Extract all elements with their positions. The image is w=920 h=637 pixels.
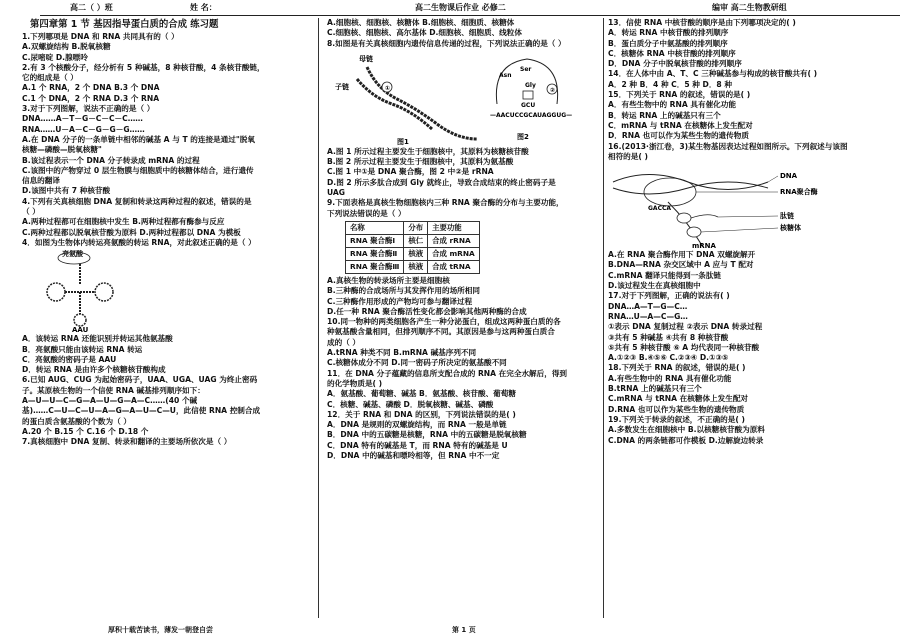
text-line: C．亮氨酸的密码子是 AAU bbox=[22, 354, 117, 364]
header-rule bbox=[40, 15, 900, 16]
question-block bbox=[608, 250, 908, 446]
text-line: 18.下列关于 RNA 的叙述，错误的是( ) bbox=[608, 363, 746, 373]
text-line: D.RNA 也可以作为某些生物的遗传物质 bbox=[608, 404, 745, 414]
text-line: A．氨基酸、葡萄糖、碱基 B．氨基酸、核苷酸、葡萄糖 bbox=[327, 389, 516, 399]
question-block bbox=[327, 276, 602, 461]
dna-label: DNA bbox=[780, 172, 798, 181]
text-line: D.任一种 RNA 聚合酶活性变化都会影响其他两种酶的合成 bbox=[327, 306, 527, 316]
text-line: D.该过程发生在真核细胞中 bbox=[608, 281, 701, 291]
text-line: C.三种酶作用形成的产物均可参与翻译过程 bbox=[327, 296, 473, 306]
text-line: C.mRNA 翻译只能得到一条肽链 bbox=[608, 270, 722, 280]
text-line: A．该转运 RNA 还能识别并转运其他氨基酸 bbox=[22, 334, 173, 344]
text-line: D.图 2 所示多肽合成到 Gly 就终止，导致合成结束的终止密码子是 bbox=[327, 177, 556, 187]
text-line: A．转运 RNA 中核苷酸的排列顺序 bbox=[608, 28, 729, 38]
text-line: 信息的翻译 bbox=[22, 176, 60, 186]
text-line: A.①②③ B.④⑤⑥ C.②③④ D.①③⑤ bbox=[608, 353, 729, 363]
ser-label: Ser bbox=[520, 65, 532, 73]
text-line: 8.如图是有关真核细胞内遗传信息传递的过程，下列说法正确的是（ ） bbox=[327, 38, 566, 48]
text-line: RNA……U－A－C－G－G－G…… bbox=[22, 124, 145, 134]
text-line: A.20 个 B.15 个 C.16 个 D.18 个 bbox=[22, 426, 149, 436]
text-line: 子。某原核生物的一个信使 RNA 碱基排列顺序如下： bbox=[22, 385, 205, 395]
text-line: A.图 1 所示过程主要发生于细胞核中，其原料为核糖核苷酸 bbox=[327, 146, 529, 156]
text-line: 4.下列有关真核细胞 DNA 复制和转录这两种过程的叙述，错误的是 bbox=[22, 196, 252, 206]
text-line: ③共有 5 种碱基 ④共有 8 种核苷酸 bbox=[608, 332, 729, 342]
text-line: A.双螺旋结构 B.脱氧核糖 bbox=[22, 42, 111, 52]
trna-anticodon-label: AAU bbox=[72, 326, 89, 335]
page-header bbox=[0, 2, 920, 16]
table-cell: 核液 bbox=[404, 260, 428, 273]
footer-slogan: 厚积十载苦读书，薄发一朝登自尝 bbox=[108, 626, 213, 634]
table-cell: RNA 聚合酶Ⅰ bbox=[346, 234, 404, 247]
text-line: 种氨基酸含量相同，但排列顺序不同。其原因是参与这两种蛋白质合 bbox=[327, 327, 555, 337]
text-line: （ ） bbox=[22, 207, 40, 217]
trna-amino-acid-label: 亮氨酸 bbox=[62, 250, 83, 259]
text-line: C.1 个 DNA，2 个 RNA D.3 个 RNA bbox=[22, 93, 160, 103]
text-line: A.在 DNA 分子的一条单链中相邻的碱基 A 与 T 的连接是通过"脱氧 bbox=[22, 134, 255, 144]
text-line: A.两种过程都可在细胞核中发生 B.两种过程都有酶参与反应 bbox=[22, 217, 225, 227]
text-line: 下列说法错误的是（ ） bbox=[327, 208, 406, 218]
text-line: A.tRNA 种类不同 B.mRNA 碱基序列不同 bbox=[327, 348, 477, 358]
text-line: 19.下列关于转录的叙述，不正确的是( ) bbox=[608, 414, 745, 424]
text-line: B.该过程表示一个 DNA 分子转录成 mRNA 的过程 bbox=[22, 155, 200, 165]
text-line: 14．在人体中由 A、T、C 三种碱基参与构成的核苷酸共有( ) bbox=[608, 69, 818, 79]
text-line: C.两种过程都以脱氧核苷酸为原料 D.两种过程都以 DNA 为模板 bbox=[22, 227, 241, 237]
figure-1-label: 图1 bbox=[397, 137, 409, 146]
gly-label: Gly bbox=[525, 81, 536, 89]
column-1 bbox=[22, 18, 312, 622]
table-cell: 合成 mRNA bbox=[428, 247, 480, 260]
name-field: 姓 名： bbox=[190, 3, 217, 12]
text-line: DNA…A—T—G—C… bbox=[608, 301, 688, 311]
text-line: RNA…U—A—C—G… bbox=[608, 311, 688, 321]
text-line: C．DNA 特有的碱基是 T，而 RNA 特有的碱基是 U bbox=[327, 440, 508, 450]
text-line: DNA……A－T－G－C－C－C…… bbox=[22, 114, 143, 124]
ribosome-label: 核糖体 bbox=[780, 224, 801, 233]
text-line: 的化学物质是( ) bbox=[327, 378, 383, 388]
question-block bbox=[22, 32, 312, 248]
text-line: C．核糖、碱基、磷酸 D．脱氧核糖、碱基、磷酸 bbox=[327, 399, 494, 409]
text-line: 4．如图为生物体内转运亮氨酸的转运 RNA，对此叙述正确的是（ ） bbox=[22, 237, 256, 247]
trna-figure bbox=[22, 248, 142, 334]
text-line: ①表示 DNA 复制过程 ②表示 DNA 转录过程 bbox=[608, 322, 763, 332]
text-line: ⑤共有 5 种核苷酸 ⑥ A 均代表同一种核苷酸 bbox=[608, 342, 760, 352]
gcu-label: GCU bbox=[521, 101, 536, 109]
text-line: C.核糖体成分不同 D.同一密码子所决定的氨基酸不同 bbox=[327, 358, 507, 368]
replication-translation-figure bbox=[327, 49, 602, 147]
text-line: 核糖—磷酸—脱氧核糖" bbox=[22, 145, 102, 155]
mrna-sequence-label: —AACUCCGCAUAGGUG— bbox=[490, 111, 573, 119]
sequence-label: GACCA bbox=[648, 205, 672, 213]
column-divider bbox=[603, 18, 604, 618]
asn-label: Asn bbox=[499, 71, 512, 79]
peptide-chain-label: 肽链 bbox=[780, 212, 794, 221]
worksheet-title: 第四章第 1 节 基因指导蛋白质的合成 练习题 bbox=[30, 19, 219, 30]
text-line: 15．下列关于 RNA 的叙述，错误的是( ) bbox=[608, 90, 751, 100]
text-line: 6.已知 AUG、CUG 为起始密码子，UAA、UGA、UAG 为终止密码 bbox=[22, 375, 258, 385]
text-line: 1.下列哪项是 DNA 和 RNA 共同具有的（ ） bbox=[22, 32, 179, 41]
text-line: A.细胞核、细胞核、核糖体 B.细胞核、细胞质、核糖体 bbox=[327, 18, 515, 27]
table-header-cell: 主要功能 bbox=[428, 221, 480, 234]
table-cell: RNA 聚合酶Ⅲ bbox=[346, 260, 404, 273]
text-line: 17.对于下列图解，正确的说法有( ) bbox=[608, 291, 730, 301]
table-cell: 核液 bbox=[404, 247, 428, 260]
text-line: B．DNA 中的五碳糖是核糖，RNA 中的五碳糖是脱氧核糖 bbox=[327, 430, 527, 440]
class-field: 高二（ ）班 bbox=[70, 3, 113, 12]
text-line: C.mRNA 与 tRNA 在核糖体上发生配对 bbox=[608, 394, 749, 404]
svg-text:②: ② bbox=[550, 86, 556, 94]
daughter-strand-label: 子链 bbox=[335, 82, 349, 91]
text-line: 成的（ ） bbox=[327, 337, 361, 347]
text-line: A.1 个 RNA，2 个 DNA B.3 个 DNA bbox=[22, 83, 160, 93]
text-line: 它的组成是（ ） bbox=[22, 73, 78, 83]
text-line: 3.对于下列图解，说法不正确的是（ ） bbox=[22, 104, 155, 114]
parent-strand-label: 母链 bbox=[359, 54, 373, 63]
text-line: A.有些生物中的 RNA 具有催化功能 bbox=[608, 373, 732, 383]
text-line: 7.真核细胞中 DNA 复制、转录和翻译的主要场所依次是（ ） bbox=[22, 437, 232, 447]
table-cell: 核仁 bbox=[404, 234, 428, 247]
text-line: B．蛋白质分子中氨基酸的排列顺序 bbox=[608, 38, 728, 48]
rna-polymerase-table bbox=[345, 221, 480, 274]
text-line: 13．信使 RNA 中核苷酸的顺序是由下列哪项决定的( ) bbox=[608, 18, 796, 27]
header-editor: 编审 高二生物教研组 bbox=[712, 3, 787, 12]
text-line: C.DNA 的两条链都可作模板 D.边解旋边转录 bbox=[608, 435, 764, 445]
figure-2-label: 图2 bbox=[517, 132, 529, 141]
table-cell: 合成 tRNA bbox=[428, 260, 480, 273]
text-line: 相符的是( ) bbox=[608, 151, 648, 161]
column-divider bbox=[318, 18, 319, 618]
text-line: B．转运 RNA 上的碱基只有三个 bbox=[608, 110, 721, 120]
table-cell: 合成 rRNA bbox=[428, 234, 480, 247]
svg-text:①: ① bbox=[385, 84, 391, 92]
text-line: C.图 1 中①是 DNA 聚合酶，图 2 中②是 rRNA bbox=[327, 167, 494, 177]
text-line: A—U—U—C—G—A—U—G—A—C……(40 个碱 bbox=[22, 396, 198, 406]
text-line: 10.同一物种的两类细胞各产生一种分泌蛋白，组成这两种蛋白质的各 bbox=[327, 317, 561, 327]
text-line: D.该图中共有 7 种核苷酸 bbox=[22, 186, 111, 196]
text-line: 的蛋白质含氨基酸的个数为（ ） bbox=[22, 416, 131, 426]
text-line: A．有些生物中的 RNA 具有催化功能 bbox=[608, 100, 736, 110]
question-block bbox=[327, 147, 602, 219]
text-line: 基)……C—U—C—U—A—G—A—U—C—U，此信使 RNA 控制合成 bbox=[22, 406, 261, 416]
column-2 bbox=[327, 18, 602, 622]
text-line: B.三种酶的合成场所与其发挥作用的场所相同 bbox=[327, 286, 480, 296]
text-line: C.该图中的产物穿过 0 层生物膜与细胞质中的核糖体结合，进行遗传 bbox=[22, 165, 254, 175]
text-line: B.DNA—RNA 杂交区域中 A 应与 T 配对 bbox=[608, 260, 754, 270]
text-line: UAG bbox=[327, 188, 346, 198]
text-line: A.多数发生在细胞核中 B.以核糖核苷酸为原料 bbox=[608, 425, 765, 435]
text-line: C.细胞核、细胞核、高尔基体 D.细胞核、细胞质、线粒体 bbox=[327, 28, 522, 38]
text-line: 16.(2013·浙江卷，3)某生物基因表达过程如图所示。下列叙述与该图 bbox=[608, 141, 848, 151]
table-cell: RNA 聚合酶Ⅱ bbox=[346, 247, 404, 260]
table-header-cell: 分布 bbox=[404, 221, 428, 234]
text-line: B.图 2 所示过程主要发生于细胞核中，其原料为氨基酸 bbox=[327, 157, 514, 167]
text-line: D．DNA 分子中脱氧核苷酸的排列顺序 bbox=[608, 59, 742, 69]
text-line: A.在 RNA 聚合酶作用下 DNA 双螺旋解开 bbox=[608, 250, 756, 260]
text-line: 2.有 3 个核酸分子，经分析有 5 种碱基，8 种核苷酸，4 条核苷酸链， bbox=[22, 62, 265, 72]
question-block bbox=[608, 18, 908, 162]
text-line: B.tRNA 上的碱基只有三个 bbox=[608, 384, 702, 394]
text-line: A.真核生物的转录场所主要是细胞核 bbox=[327, 275, 450, 285]
table-row bbox=[346, 221, 480, 234]
rna-polymerase-label: RNA聚合酶 bbox=[780, 188, 818, 197]
text-line: C．mRNA 与 tRNA 在核糖体上发生配对 bbox=[608, 120, 753, 130]
table-header-cell: 名称 bbox=[346, 221, 404, 234]
text-line: 9.下面表格是真核生物细胞核内三种 RNA 聚合酶的分布与主要功能， bbox=[327, 198, 564, 208]
text-line: D．转运 RNA 是由许多个核糖核苷酸构成 bbox=[22, 365, 166, 375]
text-line: A．2 种 B．4 种 C．5 种 D．8 种 bbox=[608, 79, 732, 89]
page-number: 第 1 页 bbox=[452, 626, 476, 634]
text-line: A．DNA 是规则的双螺旋结构，而 RNA 一般是单链 bbox=[327, 420, 507, 430]
text-line: D．DNA 中的碱基和嘌呤相等，但 RNA 中不一定 bbox=[327, 451, 500, 461]
text-line: B．亮氨酸只能由该转运 RNA 转运 bbox=[22, 344, 143, 354]
text-line: D．RNA 也可以作为某些生物的遗传物质 bbox=[608, 131, 749, 141]
table-row bbox=[346, 260, 480, 273]
column-3 bbox=[608, 18, 908, 622]
gene-expression-figure bbox=[608, 162, 848, 250]
text-line: C.尿嘧啶 D.腺嘌呤 bbox=[22, 52, 88, 62]
question-block bbox=[327, 18, 602, 49]
text-line: 12．关于 RNA 和 DNA 的区别，下列说法错误的是( ) bbox=[327, 409, 516, 419]
text-line: C．核糖体 RNA 中核苷酸的排列顺序 bbox=[608, 48, 736, 58]
text-line: 11．在 DNA 分子蕴藏的信息所支配合成的 RNA 在完全水解后，得到 bbox=[327, 368, 568, 378]
question-block bbox=[22, 334, 312, 447]
table-row bbox=[346, 247, 480, 260]
table-row bbox=[346, 234, 480, 247]
mrna-label: mRNA bbox=[692, 242, 716, 251]
header-title: 高二生物课后作业 必修二 bbox=[415, 3, 506, 12]
